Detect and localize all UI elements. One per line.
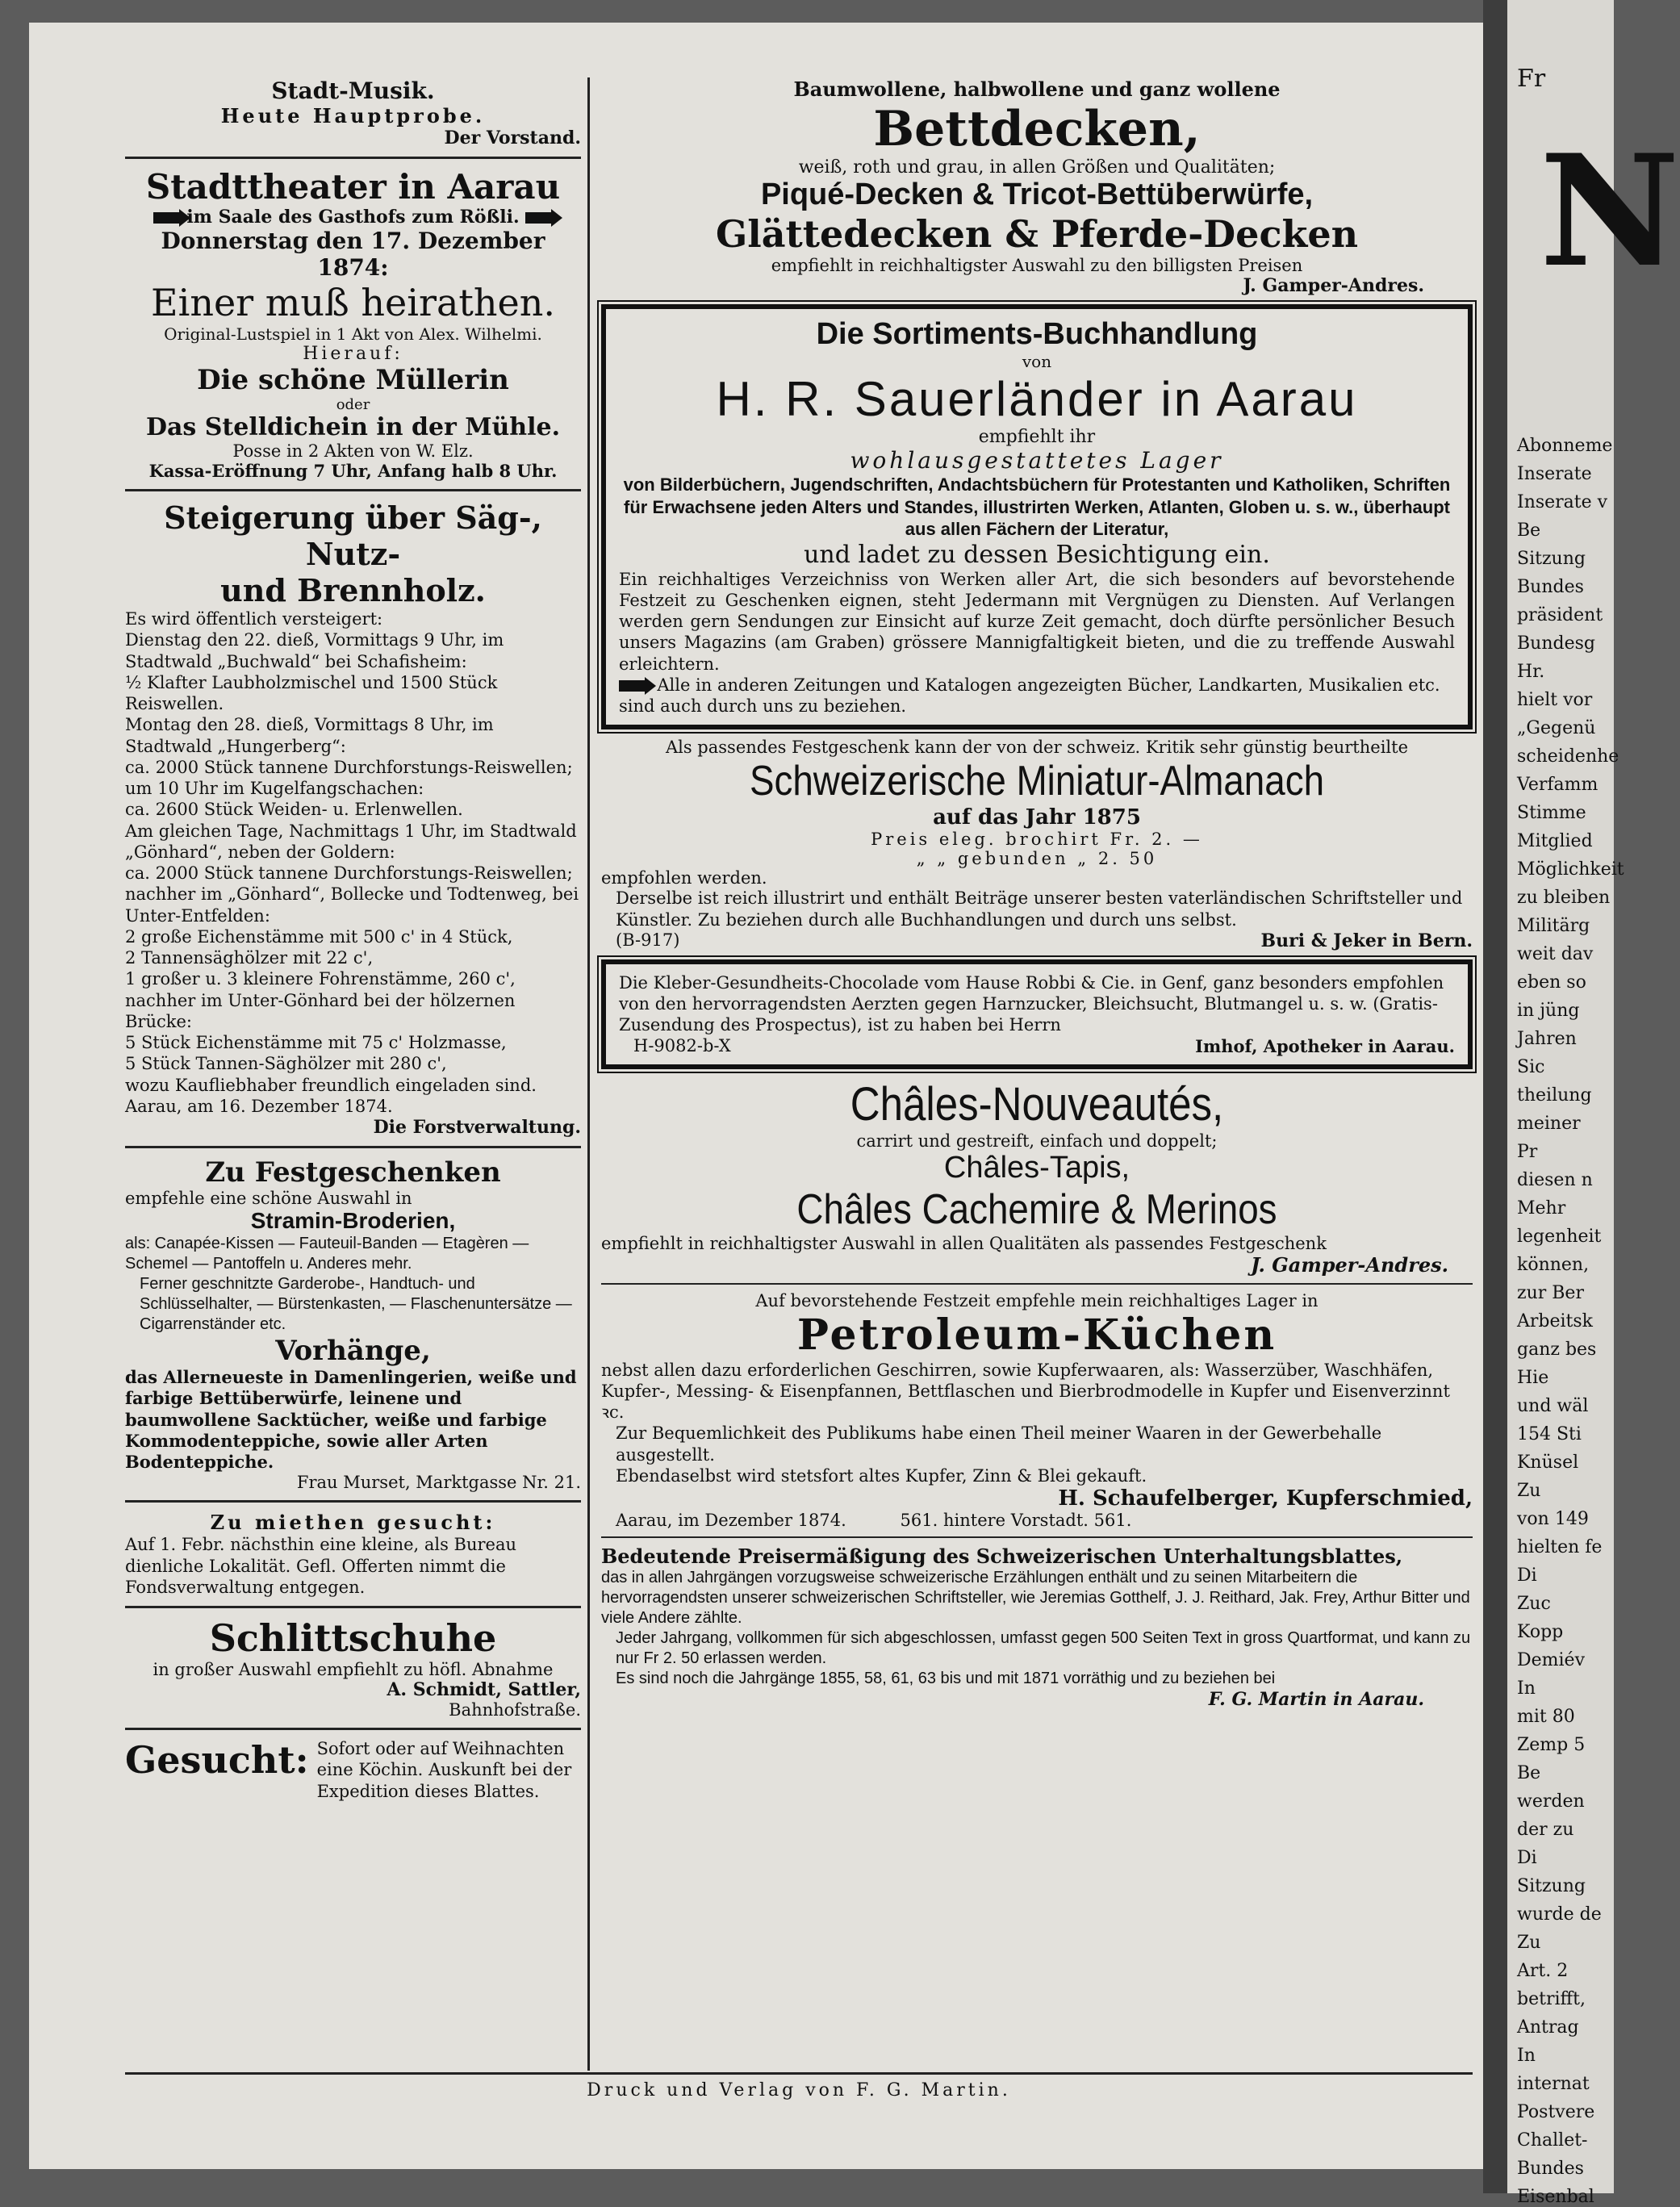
next-page-fragment: Art. 2 xyxy=(1517,1961,1569,1981)
next-page-fragment: und wäl xyxy=(1517,1396,1589,1416)
steigerung-line: Es wird öffentlich versteigert: xyxy=(125,609,383,629)
festgeschenke-ad xyxy=(125,1156,581,1492)
divider xyxy=(125,489,581,491)
steigerung-line: Aarau, am 16. Dezember 1874. xyxy=(125,1096,393,1116)
next-page-fragment: Eisenbal xyxy=(1517,2187,1594,2207)
bettdecken-line3: Piqué-Decken & Tricot-Bettüberwürfe, xyxy=(760,178,1314,211)
next-page-fragment: eben so xyxy=(1517,972,1586,993)
chales-title: Châles-Nouveautés, xyxy=(850,1077,1224,1131)
right-column xyxy=(601,77,1473,1710)
next-page-fragment: Hr. xyxy=(1517,662,1545,682)
petroleum-ad xyxy=(601,1291,1473,1531)
divider xyxy=(125,1728,581,1730)
next-page-fragment: in jüng xyxy=(1517,1001,1580,1021)
steigerung-line: um 10 Uhr im Kugelfangschachen: xyxy=(125,779,424,798)
chocolade-footer xyxy=(619,1036,1455,1056)
next-page-fragment: Mitglied xyxy=(1517,831,1593,851)
stadtmusik-ad xyxy=(125,77,581,148)
chocolade-sign: Imhof, Apotheker in Aarau. xyxy=(1195,1035,1455,1056)
steigerung-line: ½ Klafter Laubholzmischel und 1500 Stück Reiswellen. xyxy=(125,672,498,713)
miethen-ad xyxy=(125,1511,581,1598)
theater-location-text: im Saale des Gasthofs zum Rößli. xyxy=(186,207,520,228)
steigerung-sign: Die Forstverwaltung. xyxy=(373,1117,581,1138)
next-page-fragment: Bundesg xyxy=(1517,633,1595,654)
next-page-fragment: Zu xyxy=(1517,1481,1541,1501)
almanach-footer xyxy=(601,930,1473,951)
next-page-fragment: Demiév xyxy=(1517,1650,1586,1670)
next-page-fragment: Be xyxy=(1517,1763,1541,1783)
next-page-fragment: betrifft, xyxy=(1517,1989,1586,2009)
almanach-ad xyxy=(601,738,1473,951)
theater-play1: Einer muß heirathen. xyxy=(151,281,555,324)
unterhaltung-text2: Jeder Jahrgang, vollkommen für sich abgeschlossen, umfasst gegen 500 Seiten Text in gross Quartformat, und kann zu nur Fr 2. 50 erlassen werden. xyxy=(616,1629,1471,1667)
next-page-fragment: werden xyxy=(1517,1791,1585,1812)
theater-play2: Die schöne Müllerin xyxy=(197,364,509,396)
next-page-fragment: zu bleiben xyxy=(1517,888,1611,908)
next-page-fragment: theilung xyxy=(1517,1085,1592,1106)
next-page-fragment: Jahren xyxy=(1517,1029,1577,1049)
next-page-fragment: Be xyxy=(1517,520,1541,541)
bottom-rule xyxy=(125,2072,1473,2075)
almanach-empf: empfohlen werden. xyxy=(601,868,767,888)
schlittschuhe-text: in großer Auswahl empfiehlt zu höfl. Abnahme xyxy=(153,1660,554,1679)
left-column xyxy=(125,77,581,1802)
festgeschenke-title: Zu Festgeschenken xyxy=(205,1156,501,1189)
next-page-fragment: Pr xyxy=(1517,1142,1538,1162)
miethen-title: Zu miethen gesucht: xyxy=(210,1511,496,1535)
divider xyxy=(601,1536,1473,1538)
almanach-price2: „ „ gebunden „ 2. 50 xyxy=(916,849,1158,869)
next-page-fragment: Sic xyxy=(1517,1057,1545,1077)
steigerung-line: Dienstag den 22. dieß, Vormittags 9 Uhr, im Stadtwald „Buchwald“ bei Schafisheim: xyxy=(125,630,504,671)
festgeschenke-vorhaenge-text: das Allerneueste in Damenlingerien, weiße und farbige Bettüberwürfe, leinene und baumwollene Sacktücher, weiße und farbige Kommodenteppiche, sowie aller Arten Bodenteppiche. xyxy=(125,1367,577,1472)
next-page-fragment: Sitzung xyxy=(1517,1876,1586,1896)
steigerung-line: 5 Stück Tannen-Säghölzer mit 280 c', xyxy=(125,1054,447,1074)
petroleum-sign: H. Schaufelberger, Kupferschmied, xyxy=(1058,1486,1473,1511)
next-page-fragment: Mehr xyxy=(1517,1198,1566,1218)
next-page-fragment: der zu xyxy=(1517,1820,1574,1840)
next-page-fragment: Antrag xyxy=(1517,2017,1579,2038)
miethen-text: Auf 1. Febr. nächsthin eine kleine, als Bureau dienliche Lokalität. Gefl. Offerten nimmt die Fondsverwaltung entgegen. xyxy=(125,1535,517,1597)
next-page-fragment: Di xyxy=(1517,1565,1537,1586)
sauerlaender-body1: von Bilderbüchern, Jugendschriften, Andachtsbüchern für Protestanten und Katholiken, Schriften für Erwachsene jeden Alters und Standes, illustrirten Werken, Atlanten, Globen u. s. w., überhaupt aus allen Fächern der Literatur, xyxy=(623,474,1451,539)
festgeschenke-sign: Frau Murset, Marktgasse Nr. 21. xyxy=(296,1473,581,1493)
next-page-fragment: hielten fe xyxy=(1517,1537,1603,1557)
steigerung-ad xyxy=(125,500,581,1138)
sauerlaender-body4-text: Alle in anderen Zeitungen und Katalogen angezeigten Bücher, Landkarten, Musikalien etc. sind auch durch uns zu beziehen. xyxy=(619,675,1440,716)
unterhaltung-title: Bedeutende Preisermäßigung des Schweizerischen Unterhaltungsblattes, xyxy=(601,1544,1403,1568)
petroleum-text3: Ebendaselbst wird stetsfort altes Kupfer, Zinn & Blei gekauft. xyxy=(616,1465,1147,1486)
steigerung-line: ca. 2000 Stück tannene Durchforstungs-Reiswellen; xyxy=(125,863,573,883)
column-rule xyxy=(587,77,590,2071)
theater-play2-note: Posse in 2 Akten von W. Elz. xyxy=(232,441,474,461)
next-page-fragment: Inserate v xyxy=(1517,492,1608,512)
next-page-fragment: wurde de xyxy=(1517,1904,1602,1925)
almanach-intro: Als passendes Festgeschenk kann der von der schweiz. Kritik sehr günstig beurtheilte xyxy=(665,738,1409,758)
steigerung-text xyxy=(125,608,581,1117)
petroleum-text2: Zur Bequemlichkeit des Publikums habe einen Theil meiner Waaren in der Gewerbehalle ausgestellt. xyxy=(616,1423,1382,1465)
steigerung-line: 1 großer u. 3 kleinere Fohrenstämme, 260 c', xyxy=(125,969,516,989)
next-page-fragment: können, xyxy=(1517,1255,1590,1275)
stadtmusik-line: Heute Hauptprobe. xyxy=(220,104,486,127)
next-page-fragment: In xyxy=(1517,2046,1536,2066)
sauerlaender-lager: wohlausgestattetes Lager xyxy=(850,447,1224,474)
pointing-hand-icon xyxy=(619,680,646,692)
bettdecken-line5: empfiehlt in reichhaltigster Auswahl zu den billigsten Preisen xyxy=(771,256,1303,275)
steigerung-line: nachher im Unter-Gönhard bei der hölzernen Brücke: xyxy=(125,990,516,1031)
schlittschuhe-sign-1: A. Schmidt, Sattler, xyxy=(387,1679,581,1700)
unterhaltung-sign: F. G. Martin in Aarau. xyxy=(1208,1689,1424,1710)
chales-sign: J. Gamper-Andres. xyxy=(1251,1252,1448,1277)
next-page-fragment: legenheit xyxy=(1517,1227,1602,1247)
steigerung-title-1: Steigerung über Säg-, Nutz- xyxy=(164,500,542,572)
gesucht-ad xyxy=(125,1738,581,1802)
chales-line2: Châles-Tapis, xyxy=(943,1150,1130,1185)
page-gutter xyxy=(1483,0,1507,2193)
next-page-fragment: 154 Sti xyxy=(1517,1424,1582,1444)
steigerung-line: 5 Stück Eichenstämme mit 75 c' Holzmasse, xyxy=(125,1033,507,1052)
steigerung-line: ca. 2000 Stück tannene Durchforstungs-Reiswellen; xyxy=(125,757,573,777)
schlittschuhe-title: Schlittschuhe xyxy=(209,1616,497,1660)
next-page-fragment: Bundes xyxy=(1517,577,1584,597)
petroleum-intro: Auf bevorstehende Festzeit empfehle mein reichhaltiges Lager in xyxy=(755,1290,1319,1310)
pointing-hand-icon xyxy=(153,212,181,224)
bettdecken-line1: Baumwollene, halbwollene und ganz wollene xyxy=(793,77,1281,101)
next-page-fragment: mit 80 xyxy=(1517,1707,1575,1727)
next-page-fragment: Hie xyxy=(1517,1368,1549,1388)
pointing-hand-icon xyxy=(525,212,553,224)
unterhaltung-ad xyxy=(601,1544,1473,1710)
imprint: Druck und Verlag von F. G. Martin. xyxy=(587,2080,1011,2100)
theater-hierauf: Hierauf: xyxy=(303,344,403,364)
next-page-fragment: von 149 xyxy=(1517,1509,1589,1529)
next-page-fragment: Sitzung xyxy=(1517,549,1586,569)
gesucht-text: Sofort oder auf Weihnachten eine Köchin. Auskunft bei der Expedition dieses Blattes. xyxy=(316,1739,572,1801)
next-page-fragment: scheidenhe xyxy=(1517,746,1619,767)
theater-oder: oder xyxy=(336,396,370,413)
next-page-fragment: Möglichkeit xyxy=(1517,859,1624,880)
almanach-title: Schweizerische Miniatur-Almanach xyxy=(749,758,1325,805)
bettdecken-ad xyxy=(601,77,1473,296)
chales-line3: Châles Cachemire & Merinos xyxy=(796,1185,1277,1233)
next-page-fragment: Challet- xyxy=(1517,2130,1588,2151)
chocolade-code: H-9082-b-X xyxy=(633,1035,731,1055)
steigerung-line: 2 große Eichenstämme mit 500 c' in 4 Stück, xyxy=(125,926,513,947)
divider xyxy=(125,1606,581,1608)
next-page-fragment: Di xyxy=(1517,1848,1537,1868)
festgeschenke-vorhaenge: Vorhänge, xyxy=(275,1335,431,1367)
next-page-fragment: meiner xyxy=(1517,1114,1581,1134)
steigerung-line: wozu Kaufliebhaber freundlich eingeladen sind. xyxy=(125,1075,537,1095)
petroleum-foot: Aarau, im Dezember 1874. 561. hintere Vorstadt. 561. xyxy=(616,1511,1132,1530)
theater-opening: Kassa-Eröffnung 7 Uhr, Anfang halb 8 Uhr. xyxy=(148,461,558,481)
divider xyxy=(125,1500,581,1503)
steigerung-line: Am gleichen Tage, Nachmittags 1 Uhr, im Stadtwald „Gönhard“, neben der Goldern: xyxy=(125,821,577,862)
steigerung-line: nachher im „Gönhard“, Bollecke und Todtenweg, bei Unter-Entfelden: xyxy=(125,884,579,926)
schlittschuhe-ad xyxy=(125,1616,581,1720)
chales-line4: empfiehlt in reichhaltigster Auswahl in allen Qualitäten als passendes Festgeschenk xyxy=(601,1233,1327,1253)
next-page-fragment: Zuc xyxy=(1517,1594,1551,1614)
sauerlaender-body3: Ein reichhaltiges Verzeichniss von Werken aller Art, die sich besonders auf bevorstehende Festzeit zu Geschenken eignen, steht Jedermann mit Vergnügen zu Diensten. Auf Verlangen werden gern Sendungen zur Einsicht auf kurze Zeit gemacht, doch dürfte persönlicher Besuch unsers Magazins (am Graben) grössere Mannigfaltigkeit bieten, und die zu treffende Auswahl erleichtern. xyxy=(619,569,1455,674)
next-page-fragment: zur Ber xyxy=(1517,1283,1584,1303)
theater-play1-note: Original-Lustspiel in 1 Akt von Alex. Wilhelmi. xyxy=(164,324,542,344)
petroleum-title: Petroleum-Küchen xyxy=(796,1310,1277,1360)
bettdecken-line2: weiß, roth und grau, in allen Größen und Qualitäten; xyxy=(798,157,1276,178)
next-page-fragment: ganz bes xyxy=(1517,1340,1597,1360)
almanach-sign: Buri & Jeker in Bern. xyxy=(1260,930,1473,951)
next-page-fragment: präsident xyxy=(1517,605,1603,625)
next-page-fragment: In xyxy=(1517,1678,1536,1699)
next-page-fragment: Verfamm xyxy=(1517,775,1599,795)
almanach-price1: Preis eleg. brochirt Fr. 2. — xyxy=(871,830,1203,850)
chocolade-ad xyxy=(601,959,1473,1069)
almanach-year: auf das Jahr 1875 xyxy=(933,805,1141,830)
next-page-initial: N xyxy=(1540,121,1680,301)
bettdecken-title: Bettdecken, xyxy=(873,101,1201,157)
theater-date: Donnerstag den 17. Dezember 1874: xyxy=(161,228,545,281)
next-page-fragment: Kopp xyxy=(1517,1622,1564,1642)
next-page-fragment: Abonneme xyxy=(1517,436,1613,456)
next-page-edge xyxy=(1507,0,1680,2207)
festgeschenke-ferner: Ferner geschnitzte Garderobe-, Handtuch- und Schlüsselhalter, — Bürstenkasten, — Flaschenuntersätze — Cigarrenständer etc. xyxy=(140,1275,572,1333)
schlittschuhe-sign-2: Bahnhofstraße. xyxy=(449,1700,581,1720)
steigerung-line: ca. 2600 Stück Weiden- u. Erlenwellen. xyxy=(125,800,463,820)
next-page-fragment: weit dav xyxy=(1517,944,1594,964)
sauerlaender-empfiehlt: empfiehlt ihr xyxy=(978,427,1096,447)
next-page-fragment: Zu xyxy=(1517,1933,1541,1953)
gesucht-title: Gesucht: xyxy=(125,1738,309,1782)
sauerlaender-title: Die Sortiments-Buchhandlung xyxy=(816,317,1258,351)
next-page-fragment: hielt vor xyxy=(1517,690,1593,710)
chocolade-text: Die Kleber-Gesundheits-Chocolade vom Hause Robbi & Cie. in Genf, ganz besonders empfohlen von den hervorragendsten Aerzten gegen Harnzucker, Bleichsucht, Blutmangel u. s. w. (Gratis-Zusendung des Prospectus), ist zu haben bei Herrn xyxy=(619,972,1444,1035)
next-page-fragment: Bundes xyxy=(1517,2159,1584,2179)
unterhaltung-text3: Es sind noch die Jahrgänge 1855, 58, 61, 63 bis und mit 1871 vorräthig und zu beziehen bei xyxy=(616,1670,1276,1687)
sauerlaender-body4 xyxy=(619,675,1455,717)
festgeschenke-stramin: Stramin-Broderien, xyxy=(250,1208,456,1233)
next-page-fragment: Fr xyxy=(1517,65,1546,93)
theater-ad xyxy=(125,167,581,481)
festgeschenke-intro: empfehle eine schöne Auswahl in xyxy=(125,1189,412,1208)
theater-title: Stadttheater in Aarau xyxy=(145,167,561,207)
stadtmusik-sign: Der Vorstand. xyxy=(444,127,581,148)
sauerlaender-von: von xyxy=(1022,352,1052,371)
chales-line1: carrirt und gestreift, einfach und doppelt; xyxy=(856,1131,1218,1151)
next-page-fragment: Stimme xyxy=(1517,803,1586,823)
next-page-fragment: internat xyxy=(1517,2074,1590,2094)
next-page-fragment: Arbeitsk xyxy=(1517,1311,1594,1331)
steigerung-line: 2 Tannensäghölzer mit 22 c', xyxy=(125,948,374,968)
theater-play2-sub: Das Stelldichein in der Mühle. xyxy=(145,413,561,441)
unterhaltung-text1: das in allen Jahrgängen vorzugsweise schweizerische Erzählungen enthält und zu seinen Mitarbeitern die hervorragendsten unserer schweizerischen Schriftsteller, wie Jeremias Gotthelf, J. J. Reithard, Jak. Frey, Arthur Bitter und viele Andere zählte. xyxy=(601,1569,1470,1627)
next-page-fragment: „Gegenü xyxy=(1517,718,1596,738)
divider xyxy=(125,1146,581,1148)
next-page-fragment: diesen n xyxy=(1517,1170,1593,1190)
almanach-text: Derselbe ist reich illustrirt und enthält Beiträge unserer besten vaterländischen Schriftsteller und Künstler. Zu beziehen durch alle Buchhandlungen und durch uns selbst. xyxy=(616,888,1463,930)
stadtmusik-title: Stadt-Musik. xyxy=(271,77,435,104)
next-page-fragment: Knüsel xyxy=(1517,1453,1579,1473)
next-page-fragment: Militärg xyxy=(1517,916,1590,936)
sauerlaender-body2: und ladet zu dessen Besichtigung ein. xyxy=(804,540,1270,569)
bettdecken-line4: Glättedecken & Pferde-Decken xyxy=(715,212,1359,256)
next-page-fragment: Inserate xyxy=(1517,464,1592,484)
chales-ad xyxy=(601,1077,1473,1277)
festgeschenke-list: als: Canapée-Kissen — Fauteuil-Banden — Etagèren — Schemel — Pantoffeln u. Anderes mehr. xyxy=(125,1235,529,1273)
sauerlaender-name: H. R. Sauerländer in Aarau xyxy=(716,372,1358,426)
sauerlaender-ad xyxy=(601,304,1473,729)
divider xyxy=(601,1283,1473,1285)
petroleum-text1: nebst allen dazu erforderlichen Geschirren, sowie Kupferwaaren, als: Wasserzüber, Waschhäfen, Kupfer-, Messing- & Eisenpfannen, Bettflaschen und Bierbrodmodelle in Kupfer und Eisenverzinnt ꝛc. xyxy=(601,1360,1450,1422)
almanach-code: (B-917) xyxy=(616,930,680,950)
steigerung-line: Montag den 28. dieß, Vormittags 8 Uhr, im Stadtwald „Hungerberg“: xyxy=(125,715,494,756)
next-page-fragment: Zemp 5 xyxy=(1517,1735,1586,1755)
next-page-fragment: Postvere xyxy=(1517,2102,1595,2122)
bettdecken-sign: J. Gamper-Andres. xyxy=(1243,275,1424,296)
divider xyxy=(125,157,581,159)
theater-location xyxy=(125,207,581,228)
steigerung-title-2: und Brennholz. xyxy=(220,572,486,608)
